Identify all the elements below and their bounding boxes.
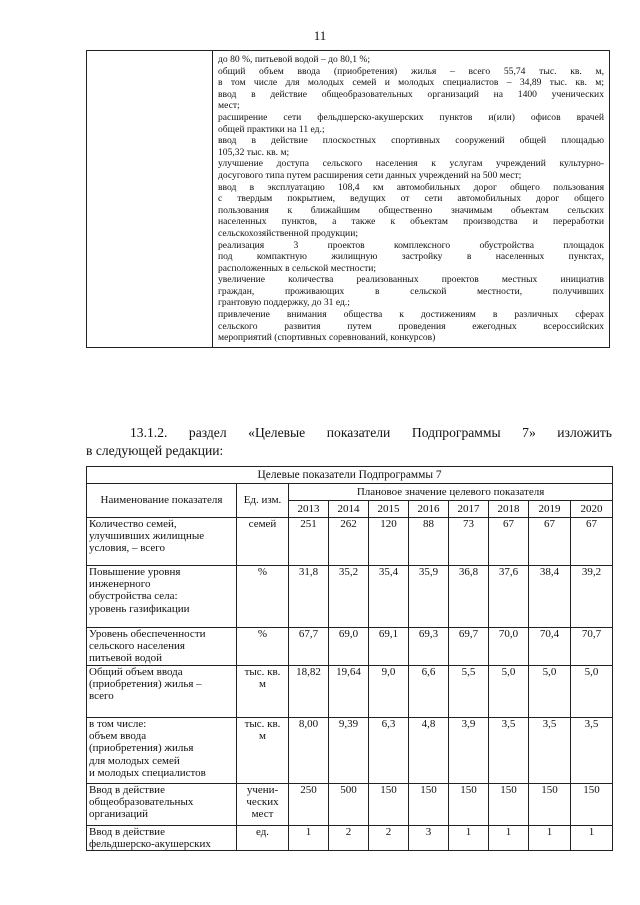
text-line: с твердым покрытием, ведущих от сети автомобильных дорог общего bbox=[218, 193, 604, 205]
indicator-value: 262 bbox=[329, 518, 369, 566]
indicator-name: в том числе: объем ввода (приобретения) жилья для молодых семей и молодых специалистов bbox=[87, 718, 237, 784]
indicator-value: 9,39 bbox=[329, 718, 369, 784]
header-planned-value: Плановое значение целевого показателя bbox=[289, 484, 613, 501]
section-paragraph-line2: в следующей редакции: bbox=[86, 443, 224, 458]
indicator-unit: тыс. кв. м bbox=[237, 666, 289, 718]
text-line: увеличение количества реализованных проектов местных инициатив bbox=[218, 274, 604, 286]
indicator-value: 67,7 bbox=[289, 628, 329, 666]
table-row bbox=[87, 518, 613, 566]
indicator-name: Уровень обеспеченности сельского населения питьевой водой bbox=[87, 628, 237, 666]
indicator-value: 35,9 bbox=[409, 566, 449, 628]
page-number: 11 bbox=[313, 28, 327, 43]
indicator-value: 3,5 bbox=[571, 718, 613, 784]
indicator-value: 6,3 bbox=[369, 718, 409, 784]
header-indicator-name: Наименование показателя bbox=[87, 484, 237, 518]
indicator-value: 9,0 bbox=[369, 666, 409, 718]
table-caption: Целевые показатели Подпрограммы 7 bbox=[87, 467, 613, 484]
text-line: расположенных в сельской местности; bbox=[218, 262, 377, 274]
text-line: в том числе для молодых семей и молодых специалистов – 34,89 тыс. кв. м; bbox=[218, 77, 604, 89]
header-year: 2020 bbox=[571, 501, 613, 518]
indicator-name: Общий объем ввода (приобретения) жилья – всего bbox=[87, 666, 237, 718]
indicator-unit: ед. bbox=[237, 826, 289, 851]
indicator-value: 38,4 bbox=[529, 566, 571, 628]
indicator-value: 70,0 bbox=[489, 628, 529, 666]
header-year: 2018 bbox=[489, 501, 529, 518]
indicator-value: 1 bbox=[529, 826, 571, 851]
header-year: 2014 bbox=[329, 501, 369, 518]
text-line: населенных пунктов, а также к объектам производства и переработки bbox=[218, 216, 604, 228]
indicator-name: Повышение уровня инженерного обустройства села: уровень газификации bbox=[87, 566, 237, 628]
indicator-value: 3,5 bbox=[529, 718, 571, 784]
indicator-value: 70,4 bbox=[529, 628, 571, 666]
text-line: привлечение внимания общества к достижениям в различных сферах bbox=[218, 309, 604, 321]
indicator-value: 250 bbox=[289, 784, 329, 826]
text-line: досугового типа путем расширения сети данных учреждений на 500 мест; bbox=[218, 169, 522, 181]
indicator-value: 69,3 bbox=[409, 628, 449, 666]
indicator-unit: % bbox=[237, 628, 289, 666]
table-row bbox=[87, 826, 613, 851]
indicator-value: 69,1 bbox=[369, 628, 409, 666]
indicator-value: 150 bbox=[409, 784, 449, 826]
indicator-value: 5,5 bbox=[449, 666, 489, 718]
header-year: 2017 bbox=[449, 501, 489, 518]
table-row bbox=[87, 666, 613, 718]
text-line: ввод в действие общеобразовательных организаций на 1400 ученических bbox=[218, 88, 604, 100]
header-year: 2013 bbox=[289, 501, 329, 518]
indicator-value: 35,2 bbox=[329, 566, 369, 628]
indicator-value: 73 bbox=[449, 518, 489, 566]
indicator-value: 31,8 bbox=[289, 566, 329, 628]
indicator-value: 3,5 bbox=[489, 718, 529, 784]
indicator-value: 5,0 bbox=[571, 666, 613, 718]
text-line: под компактную жилищную застройку в населенных пунктах, bbox=[218, 251, 604, 263]
table-row bbox=[87, 784, 613, 826]
indicator-value: 19,64 bbox=[329, 666, 369, 718]
header-year: 2019 bbox=[529, 501, 571, 518]
indicator-value: 88 bbox=[409, 518, 449, 566]
indicator-value: 150 bbox=[449, 784, 489, 826]
indicator-value: 67 bbox=[489, 518, 529, 566]
text-line: ввод в действие плоскостных спортивных сооружений общей площадью bbox=[218, 135, 604, 147]
indicator-value: 67 bbox=[571, 518, 613, 566]
indicator-value: 69,7 bbox=[449, 628, 489, 666]
continuation-text-cell bbox=[213, 51, 610, 348]
text-line: ввод в эксплуатацию 108,4 км автомобильных дорог общего пользования bbox=[218, 181, 604, 193]
table-row bbox=[87, 566, 613, 628]
indicator-value: 35,4 bbox=[369, 566, 409, 628]
text-line: мероприятий (спортивных соревнований, конкурсов) bbox=[218, 332, 436, 344]
indicator-value: 70,7 bbox=[571, 628, 613, 666]
text-line: сельскохозяйственной продукции; bbox=[218, 227, 358, 239]
table-row bbox=[87, 628, 613, 666]
header-year: 2016 bbox=[409, 501, 449, 518]
indicator-value: 67 bbox=[529, 518, 571, 566]
indicator-value: 150 bbox=[571, 784, 613, 826]
text-line: улучшение доступа сельского населения к услугам учреждений культурно- bbox=[218, 158, 604, 170]
indicator-value: 5,0 bbox=[489, 666, 529, 718]
indicator-value: 2 bbox=[329, 826, 369, 851]
indicator-value: 1 bbox=[571, 826, 613, 851]
indicator-value: 1 bbox=[449, 826, 489, 851]
indicator-value: 6,6 bbox=[409, 666, 449, 718]
indicator-value: 150 bbox=[489, 784, 529, 826]
indicator-unit: тыс. кв. м bbox=[237, 718, 289, 784]
header-year: 2015 bbox=[369, 501, 409, 518]
continuation-left-cell bbox=[87, 51, 213, 348]
header-unit: Ед. изм. bbox=[237, 484, 289, 518]
indicator-value: 3 bbox=[409, 826, 449, 851]
indicator-value: 5,0 bbox=[529, 666, 571, 718]
text-line: пользования к ближайшим общественно значимым объектам сельских bbox=[218, 204, 604, 216]
indicator-value: 1 bbox=[289, 826, 329, 851]
indicator-value: 3,9 bbox=[449, 718, 489, 784]
text-line: сельского развития путем проведения ежегодных всероссийских bbox=[218, 320, 604, 332]
indicator-value: 150 bbox=[529, 784, 571, 826]
indicator-value: 37,6 bbox=[489, 566, 529, 628]
indicator-value: 120 bbox=[369, 518, 409, 566]
indicator-value: 69,0 bbox=[329, 628, 369, 666]
indicator-unit: семей bbox=[237, 518, 289, 566]
indicator-value: 251 bbox=[289, 518, 329, 566]
text-line: общей практики на 11 ед.; bbox=[218, 123, 325, 135]
indicator-value: 2 bbox=[369, 826, 409, 851]
text-line: до 80 %, питьевой водой – до 80,1 %; bbox=[218, 54, 371, 65]
indicator-value: 1 bbox=[489, 826, 529, 851]
indicator-value: 18,82 bbox=[289, 666, 329, 718]
indicator-name: Ввод в действие общеобразовательных организаций bbox=[87, 784, 237, 826]
indicator-unit: учени- ческих мест bbox=[237, 784, 289, 826]
indicator-unit: % bbox=[237, 566, 289, 628]
text-line: расширение сети фельдшерско-акушерских пунктов и(или) офисов врачей bbox=[218, 111, 604, 123]
indicator-value: 4,8 bbox=[409, 718, 449, 784]
text-line: общий объем ввода (приобретения) жилья – всего 55,74 тыс. кв. м, bbox=[218, 65, 604, 77]
indicator-value: 150 bbox=[369, 784, 409, 826]
indicator-name: Количество семей, улучшивших жилищные условия, – всего bbox=[87, 518, 237, 566]
table-row bbox=[87, 718, 613, 784]
text-line: мест; bbox=[218, 100, 240, 112]
text-line: грантовую поддержку, до 31 ед.; bbox=[218, 297, 350, 309]
indicator-value: 500 bbox=[329, 784, 369, 826]
text-line: реализация 3 проектов комплексного обустройства площадок bbox=[218, 239, 604, 251]
continuation-table bbox=[86, 50, 610, 348]
indicator-value: 8,00 bbox=[289, 718, 329, 784]
indicators-table bbox=[86, 466, 613, 851]
indicator-name: Ввод в действие фельдшерско-акушерских bbox=[87, 826, 237, 851]
text-line: 105,32 тыс. кв. м; bbox=[218, 146, 290, 158]
section-paragraph-line1: 13.1.2. раздел «Целевые показатели Подпрограммы 7» изложить bbox=[130, 425, 612, 440]
indicator-value: 39,2 bbox=[571, 566, 613, 628]
indicator-value: 36,8 bbox=[449, 566, 489, 628]
text-line: граждан, проживающих в сельской местности, получивших bbox=[218, 285, 604, 297]
